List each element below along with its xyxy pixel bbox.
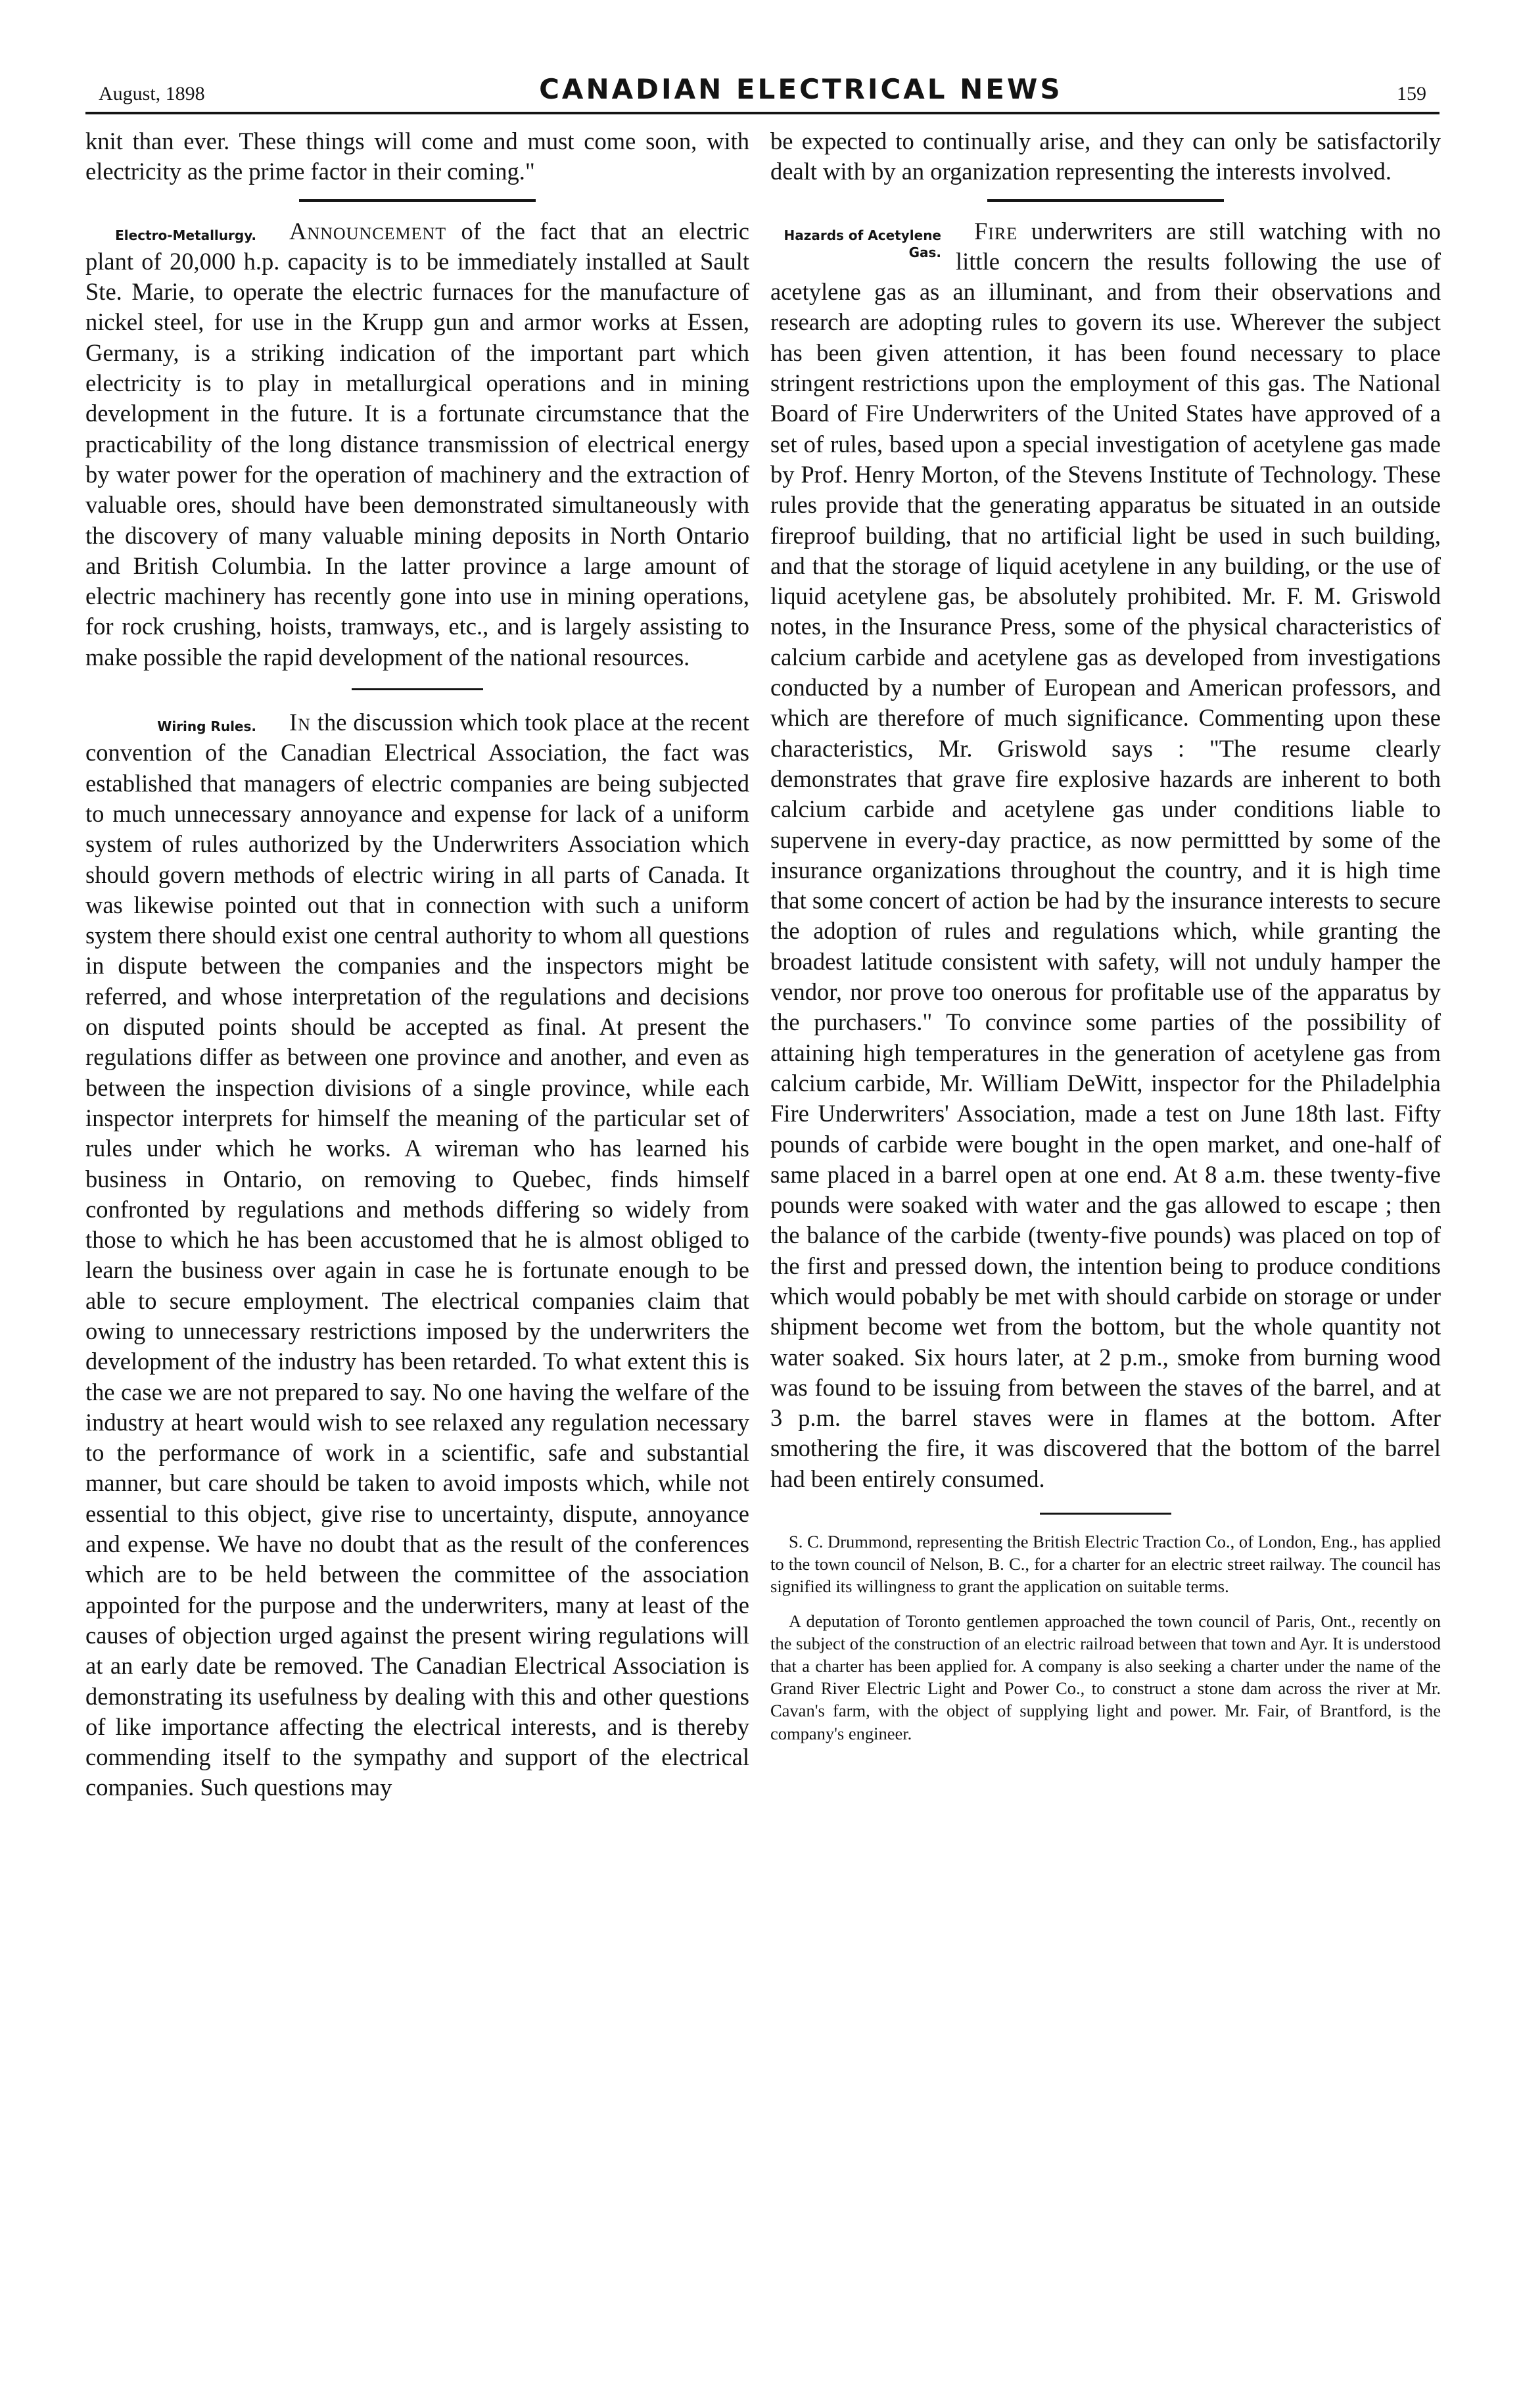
continued-paragraph: be expected to continually arise, and they can only be satisfactorily dealt with by an organization representing the interests involved. bbox=[770, 128, 1441, 185]
news-note: A deputation of Toronto gentlemen approached the town council of Paris, Ont., recently on the subject of the construction of an electric railroad between that town and Ayr. It is understood that a charter has been applied for. A company is also seeking a charter under the name of the Grand River Electric Light and Power Co., to construct a stone dam across the river at Mr. Cavan's farm, with the object of supplying light and power. Mr. Fair, of Brantford, is the company's engineer. bbox=[770, 1611, 1441, 1743]
article-body: the discussion which took place at the recent convention of the Canadian Electrical Association, the fact was established that managers of electric companies are being subjected to much unnecessary annoyance and expense for lack of a uniform system of rules authorized by the Underwriters Association which should govern methods of electric wiring in all parts of Canada. It was likewise pointed out that in connection with such a uniform system there should exist one central authority to whom all questions in dispute between the companies and the inspectors might be referred, and whose interpretation of the regulations and decisions on disputed points should be accepted as final. At present the regulations differ as between one province and another, and even as between the inspection divisions of a single province, while each inspector interprets for himself the meaning of the particular set of rules under which he works. A wireman who has learned his business in Ontario, on removing to Quebec, finds himself confronted by regulations and methods differing so widely from those to which he has been accustomed that he is almost obliged to learn the business over again in case he is fortunate enough to be able to secure employment. The electrical companies claim that owing to unnecessary restrictions imposed by the underwriters the development of the industry has been retarded. To what extent this is the case we are not prepared to say. No one having the welfare of the industry at heart would wish to see relaxed any regulation necessary to the performance of work in a scientific, safe and substantial manner, but care should be taken to avoid imposts which, while not essential to this object, give rise to uncertainty, dispute, annoyance and expense. We have no doubt that as the result of the conferences which are to be held between the committee of the association appointed for the purpose and the underwriters, many at least of the causes of objection urged against the present wiring regulations will at an early date be removed. The Canadian Electrical Association is demonstrating its usefulness by dealing with this and other questions of like importance affecting the electrical interests, and is thereby commending itself to the sympathy and support of the electrical companies. Such questions may bbox=[85, 709, 749, 1801]
continued-paragraph: knit than ever. These things will come and must come soon, with electricity as the prime factor in their coming." bbox=[85, 128, 749, 185]
section-divider bbox=[987, 199, 1224, 202]
sidehead-acetylene-hazards: Hazards of Acetylene Gas. bbox=[784, 227, 941, 260]
right-column bbox=[770, 126, 1441, 1745]
header-rule bbox=[85, 112, 1439, 114]
article-acetylene-hazards bbox=[770, 216, 1441, 1494]
news-note: S. C. Drummond, representing the British Electric Traction Co., of London, Eng., has applied to the town council of Nelson, B. C., for a charter for an electric street railway. The council has signified its willingness to grant the application on suitable terms. bbox=[770, 1532, 1441, 1597]
left-column bbox=[85, 126, 749, 1803]
article-body: underwriters are still watching with no little concern the results following the use of acetylene gas as an illuminant, and from their observations and research are adopting rules to govern its use. Wherever the subject has been given attention, it has been found necessary to place stringent restrictions upon the employment of this gas. The National Board of Fire Underwriters of the United States have approved of a set of rules, based upon a special investigation of acetylene gas made by Prof. Henry Morton, of the Stevens Institute of Technology. These rules provide that the generating apparatus be situated in an outside fireproof building, that no artificial light be used in such building, and that the storage of liquid acetylene in any building, or the use of liquid acetylene gas, be absolutely prohibited. Mr. F. M. Griswold notes, in the Insurance Press, some of the physical characteristics of calcium carbide and acetylene gas as developed from investigations conducted by a number of European and American professors, and which are therefore of much significance. Commenting upon these characteristics, Mr. Griswold says : "The resume clearly demonstrates that grave fire explosive hazards are inherent to both calcium carbide and acetylene gas under conditions liable to supervene in every-day practice, as now permittted by some of the insurance organizations throughout the country, and it is high time that some concert of action be had by the insurance interests to secure the adoption of rules and regulations which, while granting the broadest latitude consistent with safety, will not unduly hamper the vendor, nor prove too onerous for profitable use of the apparatus by the purchasers." To convince some parties of the possibility of attaining high temperatures in the generation of acetylene gas from calcium carbide, Mr. William DeWitt, inspector for the Philadelphia Fire Underwriters' Association, made a test on June 18th last. Fifty pounds of carbide were bought in the open market, and one-half of same placed in a barrel open at one end. At 8 a.m. these twenty-five pounds were soaked with water and the gas allowed to escape ; then the balance of the carbide (twenty-five pounds) was placed on top of the first and pressed down, the intention being to produce conditions which would pobably be met with should carbide on storage or under shipment become wet from the bottom, but the whole quantity not water soaked. Six hours later, at 2 p.m., smoke from burning wood was found to be issuing from between the staves of the barrel, and at 3 p.m. the barrel staves were in flames at the bottom. After smothering the fire, it was discovered that the bottom of the barrel had been entirely consumed. bbox=[770, 217, 1441, 1492]
section-divider bbox=[299, 199, 536, 202]
sidehead-electro-metallurgy: Electro-Metallurgy. bbox=[115, 227, 256, 243]
section-divider bbox=[1040, 1513, 1171, 1515]
article-body: of the fact that an electric plant of 20,000 h.p. capacity is to be immediately installed at Sault Ste. Marie, to operate the electric furnaces for the manufacture of nickel steel, for use in the Krupp gun and armor works at Essen, Germany, is a striking indication of the important part which electricity is to play in metallurgical operations and in mining development in the future. It is a fortunate circumstance that the practicability of the long distance transmission of electrical energy by water power for the operation of machinery and the extraction of valuable ores, should have been demonstrated simultaneously with the discovery of many valuable mining deposits in North Ontario and British Columbia. In the latter province a large amount of electric machinery has recently gone into use in mining operations, for rock crushing, hoists, tramways, etc., and is largely assisting to make possible the rapid development of the national resources. bbox=[85, 217, 749, 671]
sidehead-wiring-rules: Wiring Rules. bbox=[157, 719, 256, 735]
page-number: 159 bbox=[1397, 83, 1426, 105]
lead-word: Announcement bbox=[289, 217, 447, 245]
article-wiring-rules bbox=[85, 707, 749, 1803]
section-divider bbox=[352, 688, 483, 690]
lead-word: In bbox=[289, 709, 311, 736]
page-header bbox=[99, 26, 1426, 105]
note-gap bbox=[770, 1598, 1441, 1610]
article-electro-metallurgy bbox=[85, 216, 749, 673]
lead-word: Fire bbox=[974, 217, 1018, 245]
issue-date: August, 1898 bbox=[99, 83, 205, 105]
masthead-title: CANADIAN ELECTRICAL NEWS bbox=[539, 73, 1063, 105]
